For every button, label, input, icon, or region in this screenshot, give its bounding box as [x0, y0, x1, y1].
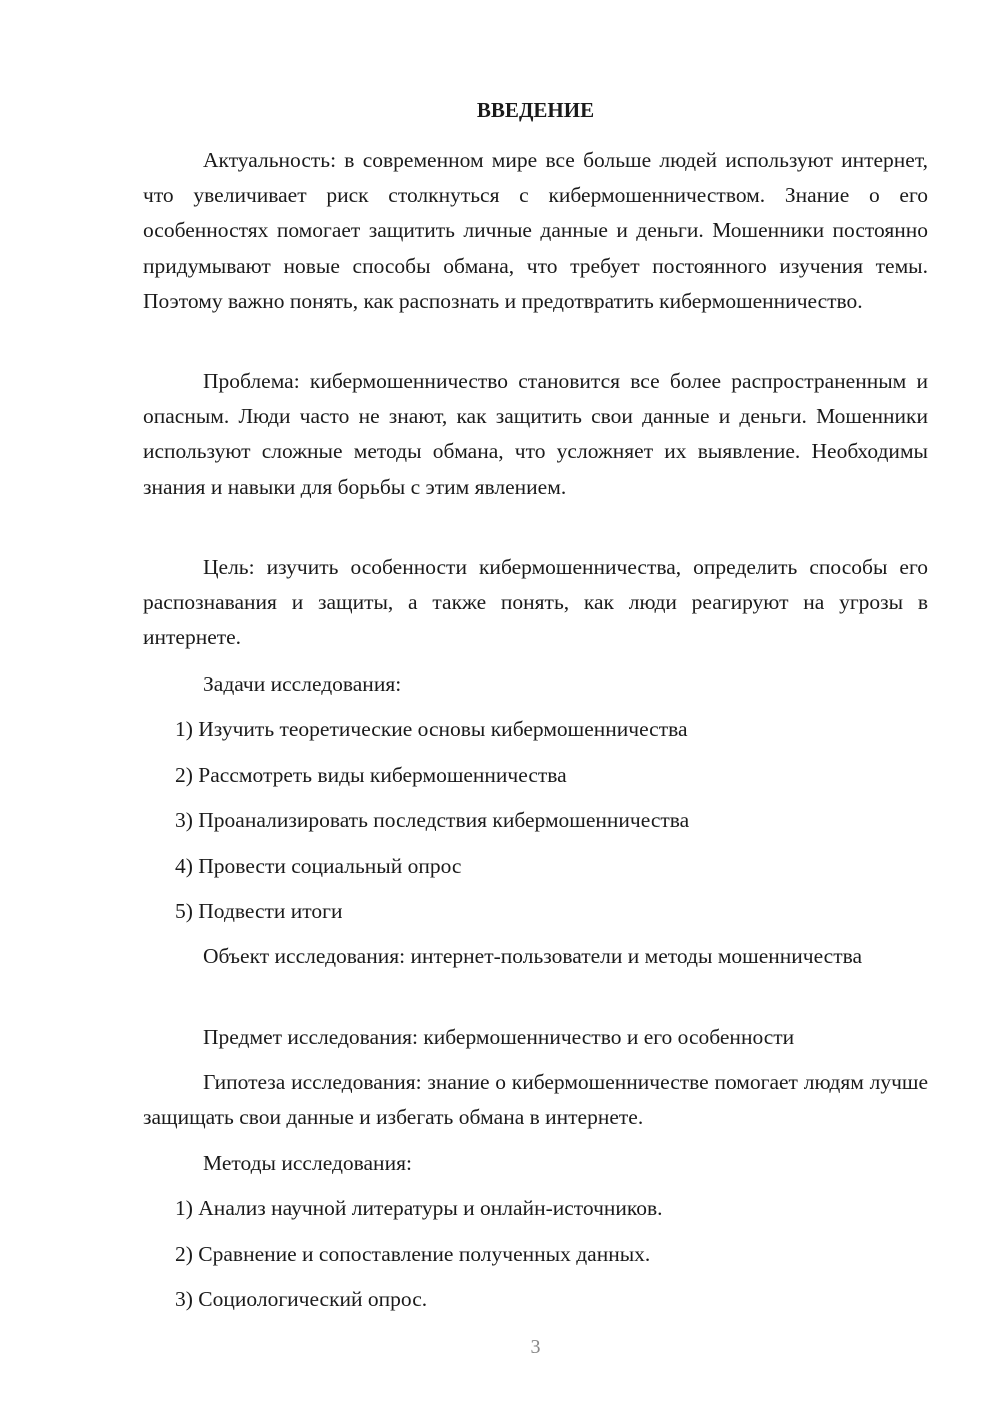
document-page	[143, 0, 928, 1414]
task-item: 5) Подвести итоги	[175, 899, 343, 923]
task-item: 3) Проанализировать последствия кибермошенничества	[175, 808, 690, 832]
hypothesis-paragraph: Гипотеза исследования: знание о кибермошенничестве помогает людям лучше защищать свои данные и избегать обмана в интернете.	[143, 1070, 928, 1130]
problem-paragraph: Проблема: кибермошенничество становится все более распространенным и опасным. Люди часто не знают, как защитить свои данные и деньги. Мошенники используют сложные методы обмана, что усложняет их выявление. Необходимы знания и навыки для борьбы с этим явлением.	[143, 369, 928, 499]
tasks-heading: Задачи исследования:	[203, 672, 402, 696]
task-item: 1) Изучить теоретические основы кибермошенничества	[175, 717, 688, 741]
task-item: 4) Провести социальный опрос	[175, 854, 462, 878]
page-title: ВВЕДЕНИЕ	[476, 98, 595, 122]
page-number: 3	[530, 1336, 541, 1358]
method-item: 2) Сравнение и сопоставление полученных данных.	[175, 1242, 651, 1266]
method-item: 1) Анализ научной литературы и онлайн-источников.	[175, 1196, 663, 1220]
methods-heading: Методы исследования:	[203, 1151, 412, 1175]
subject-paragraph: Предмет исследования: кибермошенничество и его особенности	[203, 1025, 795, 1049]
task-item: 2) Рассмотреть виды кибермошенничества	[175, 763, 567, 787]
method-item: 3) Социологический опрос.	[175, 1287, 428, 1311]
relevance-paragraph: Актуальность: в современном мире все больше людей используют интернет, что увеличивает риск столкнуться с кибермошенничеством. Знание о его особенностях помогает защитить личные данные и деньги. Мошенники постоянно придумывают новые способы обмана, что требует постоянного изучения темы. Поэтому важно понять, как распознать и предотвратить кибермошенничество.	[143, 148, 928, 313]
goal-paragraph: Цель: изучить особенности кибермошенничества, определить способы его распознавания и защиты, а также понять, как люди реагируют на угрозы в интернете.	[143, 555, 928, 650]
object-paragraph: Объект исследования: интернет-пользователи и методы мошенничества	[203, 944, 863, 968]
